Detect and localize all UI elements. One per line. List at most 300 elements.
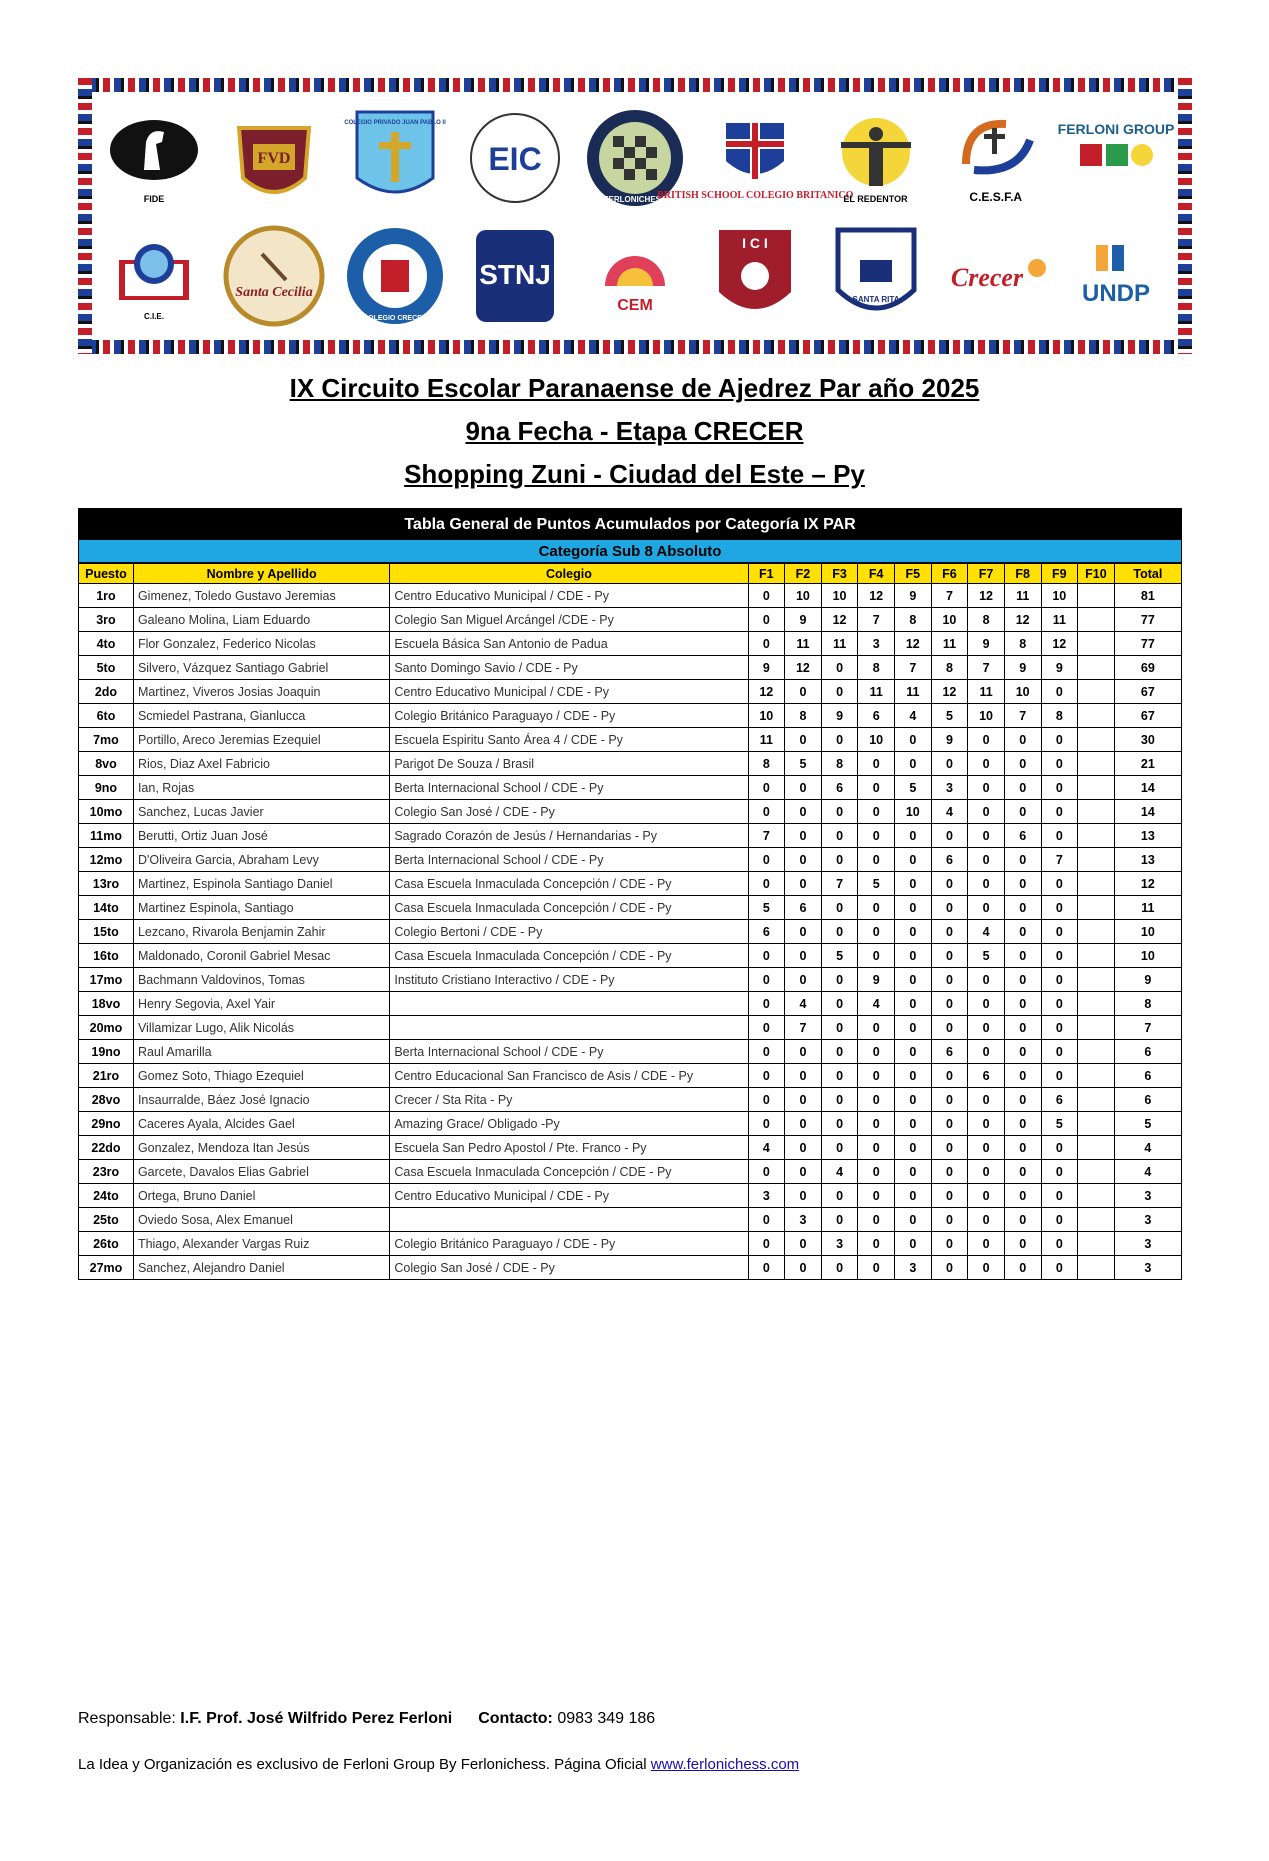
rank-cell: 3ro bbox=[79, 608, 134, 632]
round-score-cell: 0 bbox=[748, 968, 785, 992]
round-score-cell: 7 bbox=[968, 656, 1005, 680]
rank-cell: 22do bbox=[79, 1136, 134, 1160]
player-name-cell: Sanchez, Lucas Javier bbox=[133, 800, 389, 824]
round-score-cell: 0 bbox=[931, 944, 968, 968]
table-category: Categoría Sub 8 Absoluto bbox=[78, 540, 1182, 563]
eic-text: EIC bbox=[488, 141, 542, 177]
round-score-cell: 0 bbox=[931, 1184, 968, 1208]
round-score-cell: 0 bbox=[785, 800, 822, 824]
round-score-cell: 0 bbox=[931, 1112, 968, 1136]
round-score-cell: 8 bbox=[1004, 632, 1041, 656]
cem-text: CEM bbox=[617, 297, 653, 314]
school-cell: Centro Educativo Municipal / CDE - Py bbox=[390, 1184, 748, 1208]
round-score-cell: 0 bbox=[931, 1016, 968, 1040]
table-row bbox=[79, 1064, 1182, 1088]
round-score-cell bbox=[1078, 1064, 1115, 1088]
school-cell: Berta Internacional School / CDE - Py bbox=[390, 1040, 748, 1064]
total-cell: 3 bbox=[1114, 1184, 1181, 1208]
table-row bbox=[79, 800, 1182, 824]
table-row bbox=[79, 584, 1182, 608]
santa-cecilia-logo bbox=[222, 224, 326, 328]
round-score-cell: 0 bbox=[968, 896, 1005, 920]
table-row bbox=[79, 728, 1182, 752]
round-score-cell: 0 bbox=[1004, 1112, 1041, 1136]
round-score-cell: 4 bbox=[968, 920, 1005, 944]
round-score-cell: 0 bbox=[1004, 1016, 1041, 1040]
round-score-cell bbox=[1078, 776, 1115, 800]
banner-border-top bbox=[78, 78, 1192, 92]
round-score-cell: 7 bbox=[1041, 848, 1078, 872]
cie-logo bbox=[102, 224, 206, 328]
school-cell: Instituto Cristiano Interactivo / CDE - Py bbox=[390, 968, 748, 992]
round-score-cell: 0 bbox=[748, 944, 785, 968]
round-score-cell: 0 bbox=[748, 584, 785, 608]
banner-border-bottom bbox=[78, 340, 1192, 354]
column-header: Nombre y Apellido bbox=[133, 564, 389, 584]
round-score-cell: 0 bbox=[968, 776, 1005, 800]
round-score-cell: 6 bbox=[748, 920, 785, 944]
table-row bbox=[79, 1256, 1182, 1280]
player-name-cell: Ortega, Bruno Daniel bbox=[133, 1184, 389, 1208]
player-name-cell: Martinez, Viveros Josias Joaquin bbox=[133, 680, 389, 704]
document-title: IX Circuito Escolar Paranaense de Ajedrez Par año 2025 bbox=[289, 373, 980, 403]
column-header: F8 bbox=[1004, 564, 1041, 584]
round-score-cell: 9 bbox=[821, 704, 858, 728]
santa-rita-logo bbox=[824, 224, 928, 328]
total-cell: 12 bbox=[1114, 872, 1181, 896]
round-score-cell: 6 bbox=[931, 1040, 968, 1064]
round-score-cell: 0 bbox=[1004, 800, 1041, 824]
round-score-cell: 10 bbox=[785, 584, 822, 608]
rank-cell: 12mo bbox=[79, 848, 134, 872]
round-score-cell: 0 bbox=[821, 728, 858, 752]
round-score-cell: 0 bbox=[785, 1088, 822, 1112]
round-score-cell: 0 bbox=[858, 1160, 895, 1184]
round-score-cell: 0 bbox=[785, 848, 822, 872]
round-score-cell: 0 bbox=[821, 1136, 858, 1160]
banner-border-right bbox=[1178, 78, 1192, 354]
round-score-cell: 4 bbox=[858, 992, 895, 1016]
round-score-cell: 7 bbox=[821, 872, 858, 896]
ferloni-group-logo bbox=[1057, 106, 1175, 210]
column-header: F5 bbox=[895, 564, 932, 584]
cem-logo bbox=[583, 224, 687, 328]
sponsor-banner bbox=[78, 78, 1192, 354]
player-name-cell: Villamizar Lugo, Alik Nicolás bbox=[133, 1016, 389, 1040]
player-name-cell: Raul Amarilla bbox=[133, 1040, 389, 1064]
round-score-cell bbox=[1078, 1040, 1115, 1064]
round-score-cell: 12 bbox=[821, 608, 858, 632]
round-score-cell: 0 bbox=[748, 608, 785, 632]
cesfa-text: C.E.S.F.A bbox=[969, 190, 1023, 204]
round-score-cell: 9 bbox=[968, 632, 1005, 656]
round-score-cell: 0 bbox=[968, 992, 1005, 1016]
round-score-cell: 0 bbox=[895, 752, 932, 776]
round-score-cell: 0 bbox=[748, 632, 785, 656]
rank-cell: 4to bbox=[79, 632, 134, 656]
round-score-cell: 9 bbox=[1004, 656, 1041, 680]
round-score-cell: 0 bbox=[1041, 1256, 1078, 1280]
player-name-cell: Silvero, Vázquez Santiago Gabriel bbox=[133, 656, 389, 680]
round-score-cell: 9 bbox=[785, 608, 822, 632]
round-score-cell: 0 bbox=[748, 992, 785, 1016]
table-title: Tabla General de Puntos Acumulados por Categoría IX PAR bbox=[78, 508, 1182, 540]
table-row bbox=[79, 824, 1182, 848]
round-score-cell: 12 bbox=[785, 656, 822, 680]
round-score-cell: 4 bbox=[748, 1136, 785, 1160]
undp-text: UNDP bbox=[1081, 280, 1151, 307]
table-row bbox=[79, 1112, 1182, 1136]
round-score-cell: 11 bbox=[858, 680, 895, 704]
total-cell: 10 bbox=[1114, 944, 1181, 968]
round-score-cell: 12 bbox=[895, 632, 932, 656]
player-name-cell: Gomez Soto, Thiago Ezequiel bbox=[133, 1064, 389, 1088]
player-name-cell: Gimenez, Toledo Gustavo Jeremias bbox=[133, 584, 389, 608]
player-name-cell: Insaurralde, Báez José Ignacio bbox=[133, 1088, 389, 1112]
logo-row-2 bbox=[102, 220, 1168, 332]
round-score-cell: 0 bbox=[858, 1136, 895, 1160]
round-score-cell: 8 bbox=[895, 608, 932, 632]
school-cell bbox=[390, 1016, 748, 1040]
round-score-cell: 0 bbox=[748, 1112, 785, 1136]
round-score-cell: 0 bbox=[1041, 1232, 1078, 1256]
round-score-cell: 0 bbox=[821, 920, 858, 944]
total-cell: 3 bbox=[1114, 1256, 1181, 1280]
round-score-cell: 5 bbox=[748, 896, 785, 920]
round-score-cell: 12 bbox=[931, 680, 968, 704]
school-cell: Colegio San José / CDE - Py bbox=[390, 800, 748, 824]
round-score-cell: 10 bbox=[858, 728, 895, 752]
total-cell: 14 bbox=[1114, 776, 1181, 800]
round-score-cell bbox=[1078, 1088, 1115, 1112]
total-cell: 4 bbox=[1114, 1160, 1181, 1184]
round-score-cell: 6 bbox=[858, 704, 895, 728]
table-row bbox=[79, 920, 1182, 944]
round-score-cell bbox=[1078, 1256, 1115, 1280]
round-score-cell: 5 bbox=[968, 944, 1005, 968]
total-cell: 7 bbox=[1114, 1016, 1181, 1040]
round-score-cell: 0 bbox=[931, 896, 968, 920]
round-score-cell: 5 bbox=[1041, 1112, 1078, 1136]
crecer-integral-logo bbox=[944, 224, 1048, 328]
fvd-logo-text: FVD bbox=[257, 150, 291, 167]
round-score-cell bbox=[1078, 656, 1115, 680]
round-score-cell: 0 bbox=[748, 1064, 785, 1088]
round-score-cell: 0 bbox=[968, 1256, 1005, 1280]
rank-cell: 8vo bbox=[79, 752, 134, 776]
round-score-cell: 0 bbox=[968, 1232, 1005, 1256]
round-score-cell: 0 bbox=[968, 1112, 1005, 1136]
total-cell: 67 bbox=[1114, 680, 1181, 704]
round-score-cell: 0 bbox=[785, 944, 822, 968]
round-score-cell bbox=[1078, 1184, 1115, 1208]
round-score-cell: 10 bbox=[895, 800, 932, 824]
table-row bbox=[79, 1016, 1182, 1040]
school-cell: Crecer / Sta Rita - Py bbox=[390, 1088, 748, 1112]
player-name-cell: Lezcano, Rivarola Benjamin Zahir bbox=[133, 920, 389, 944]
rank-cell: 16to bbox=[79, 944, 134, 968]
column-header: Total bbox=[1114, 564, 1181, 584]
fide-logo-text: FIDE bbox=[143, 194, 165, 204]
table-row bbox=[79, 1040, 1182, 1064]
round-score-cell: 10 bbox=[821, 584, 858, 608]
total-cell: 4 bbox=[1114, 1136, 1181, 1160]
round-score-cell: 0 bbox=[858, 920, 895, 944]
round-score-cell: 0 bbox=[968, 872, 1005, 896]
total-cell: 14 bbox=[1114, 800, 1181, 824]
round-score-cell bbox=[1078, 680, 1115, 704]
round-score-cell: 8 bbox=[931, 656, 968, 680]
school-cell: Escuela San Pedro Apostol / Pte. Franco - Py bbox=[390, 1136, 748, 1160]
round-score-cell: 0 bbox=[895, 1136, 932, 1160]
round-score-cell: 0 bbox=[748, 1208, 785, 1232]
round-score-cell: 0 bbox=[821, 656, 858, 680]
table-row bbox=[79, 1232, 1182, 1256]
school-cell bbox=[390, 992, 748, 1016]
round-score-cell: 11 bbox=[748, 728, 785, 752]
round-score-cell: 7 bbox=[931, 584, 968, 608]
round-score-cell: 0 bbox=[895, 896, 932, 920]
round-score-cell: 0 bbox=[1004, 1160, 1041, 1184]
round-score-cell: 0 bbox=[895, 1184, 932, 1208]
official-site-link[interactable]: www.ferlonichess.com bbox=[650, 1756, 800, 1773]
round-score-cell: 0 bbox=[1041, 728, 1078, 752]
school-cell: Casa Escuela Inmaculada Concepción / CDE - Py bbox=[390, 944, 748, 968]
round-score-cell: 0 bbox=[1041, 968, 1078, 992]
round-score-cell: 0 bbox=[1004, 1088, 1041, 1112]
round-score-cell: 0 bbox=[1004, 992, 1041, 1016]
round-score-cell: 0 bbox=[748, 1088, 785, 1112]
player-name-cell: Berutti, Ortiz Juan José bbox=[133, 824, 389, 848]
round-score-cell: 0 bbox=[858, 896, 895, 920]
player-name-cell: Ian, Rojas bbox=[133, 776, 389, 800]
round-score-cell: 0 bbox=[968, 1040, 1005, 1064]
round-score-cell: 12 bbox=[748, 680, 785, 704]
round-score-cell: 0 bbox=[968, 1184, 1005, 1208]
column-header: F7 bbox=[968, 564, 1005, 584]
round-score-cell: 10 bbox=[968, 704, 1005, 728]
rank-cell: 25to bbox=[79, 1208, 134, 1232]
el-redentor-logo bbox=[824, 106, 928, 210]
british-school-text: BRITISH SCHOOL COLEGIO BRITANICO bbox=[657, 190, 854, 201]
round-score-cell: 0 bbox=[785, 1040, 822, 1064]
round-score-cell: 0 bbox=[821, 1016, 858, 1040]
rank-cell: 1ro bbox=[79, 584, 134, 608]
rank-cell: 18vo bbox=[79, 992, 134, 1016]
round-score-cell: 0 bbox=[858, 1088, 895, 1112]
round-score-cell: 0 bbox=[748, 848, 785, 872]
rank-cell: 17mo bbox=[79, 968, 134, 992]
round-score-cell: 0 bbox=[895, 872, 932, 896]
table-row bbox=[79, 680, 1182, 704]
round-score-cell: 8 bbox=[1041, 704, 1078, 728]
round-score-cell: 0 bbox=[858, 944, 895, 968]
total-cell: 67 bbox=[1114, 704, 1181, 728]
fvd-logo bbox=[222, 106, 326, 210]
rank-cell: 2do bbox=[79, 680, 134, 704]
round-score-cell: 3 bbox=[895, 1256, 932, 1280]
column-header: F10 bbox=[1078, 564, 1115, 584]
total-cell: 30 bbox=[1114, 728, 1181, 752]
el-redentor-text: EL REDENTOR bbox=[843, 194, 908, 204]
colegio-crecer-logo bbox=[343, 224, 447, 328]
table-row bbox=[79, 872, 1182, 896]
player-name-cell: Scmiedel Pastrana, Gianlucca bbox=[133, 704, 389, 728]
table-row bbox=[79, 968, 1182, 992]
total-cell: 6 bbox=[1114, 1088, 1181, 1112]
round-score-cell: 7 bbox=[748, 824, 785, 848]
round-score-cell: 3 bbox=[858, 632, 895, 656]
school-cell: Sagrado Corazón de Jesús / Hernandarias - Py bbox=[390, 824, 748, 848]
round-score-cell: 0 bbox=[821, 1184, 858, 1208]
player-name-cell: Garcete, Davalos Elias Gabriel bbox=[133, 1160, 389, 1184]
player-name-cell: Bachmann Valdovinos, Tomas bbox=[133, 968, 389, 992]
round-score-cell: 6 bbox=[968, 1064, 1005, 1088]
player-name-cell: Sanchez, Alejandro Daniel bbox=[133, 1256, 389, 1280]
round-score-cell: 4 bbox=[785, 992, 822, 1016]
round-score-cell: 0 bbox=[931, 992, 968, 1016]
round-score-cell: 4 bbox=[821, 1160, 858, 1184]
eic-logo bbox=[463, 106, 567, 210]
school-cell: Amazing Grace/ Obligado -Py bbox=[390, 1112, 748, 1136]
round-score-cell: 0 bbox=[821, 1088, 858, 1112]
round-score-cell bbox=[1078, 944, 1115, 968]
round-score-cell: 12 bbox=[1004, 608, 1041, 632]
round-score-cell: 9 bbox=[1041, 656, 1078, 680]
round-score-cell: 0 bbox=[931, 1256, 968, 1280]
round-score-cell: 11 bbox=[1004, 584, 1041, 608]
round-score-cell: 0 bbox=[1004, 968, 1041, 992]
round-score-cell: 0 bbox=[931, 1232, 968, 1256]
round-score-cell: 6 bbox=[1041, 1088, 1078, 1112]
round-score-cell: 0 bbox=[968, 1088, 1005, 1112]
player-name-cell: Gonzalez, Mendoza Itan Jesús bbox=[133, 1136, 389, 1160]
round-score-cell: 8 bbox=[968, 608, 1005, 632]
footer-responsible bbox=[78, 1710, 655, 1728]
total-cell: 13 bbox=[1114, 824, 1181, 848]
round-score-cell: 0 bbox=[895, 1160, 932, 1184]
round-score-cell: 0 bbox=[785, 1136, 822, 1160]
total-cell: 6 bbox=[1114, 1064, 1181, 1088]
round-score-cell bbox=[1078, 1232, 1115, 1256]
round-score-cell: 8 bbox=[821, 752, 858, 776]
round-score-cell: 0 bbox=[821, 1112, 858, 1136]
round-score-cell: 0 bbox=[748, 872, 785, 896]
column-header: F3 bbox=[821, 564, 858, 584]
organization-text: La Idea y Organización es exclusivo de Ferloni Group By Ferlonichess. Página Oficial bbox=[78, 1756, 651, 1773]
round-score-cell: 12 bbox=[1041, 632, 1078, 656]
round-score-cell: 0 bbox=[1004, 776, 1041, 800]
rank-cell: 11mo bbox=[79, 824, 134, 848]
round-score-cell: 0 bbox=[931, 1136, 968, 1160]
round-score-cell: 0 bbox=[785, 1256, 822, 1280]
round-score-cell: 0 bbox=[821, 968, 858, 992]
total-cell: 3 bbox=[1114, 1208, 1181, 1232]
total-cell: 77 bbox=[1114, 608, 1181, 632]
responsible-label: Responsable: bbox=[78, 1710, 181, 1727]
round-score-cell: 11 bbox=[968, 680, 1005, 704]
school-cell: Centro Educativo Municipal / CDE - Py bbox=[390, 584, 748, 608]
column-header: Colegio bbox=[390, 564, 748, 584]
round-score-cell: 0 bbox=[858, 1016, 895, 1040]
round-score-cell: 0 bbox=[968, 800, 1005, 824]
player-name-cell: Oviedo Sosa, Alex Emanuel bbox=[133, 1208, 389, 1232]
round-score-cell bbox=[1078, 752, 1115, 776]
total-cell: 21 bbox=[1114, 752, 1181, 776]
rank-cell: 23ro bbox=[79, 1160, 134, 1184]
stnj-logo bbox=[463, 224, 567, 328]
round-score-cell: 0 bbox=[821, 800, 858, 824]
round-score-cell: 0 bbox=[1041, 920, 1078, 944]
round-score-cell: 0 bbox=[821, 680, 858, 704]
fide-logo bbox=[102, 106, 206, 210]
round-score-cell: 0 bbox=[1004, 1040, 1041, 1064]
round-score-cell: 6 bbox=[931, 848, 968, 872]
document-location: Shopping Zuni - Ciudad del Este – Py bbox=[404, 459, 865, 489]
school-cell: Escuela Espiritu Santo Área 4 / CDE - Py bbox=[390, 728, 748, 752]
round-score-cell: 0 bbox=[1041, 944, 1078, 968]
round-score-cell: 7 bbox=[1004, 704, 1041, 728]
banner-border-left bbox=[78, 78, 92, 354]
round-score-cell: 0 bbox=[931, 1064, 968, 1088]
round-score-cell: 0 bbox=[785, 920, 822, 944]
round-score-cell: 6 bbox=[821, 776, 858, 800]
round-score-cell: 0 bbox=[858, 800, 895, 824]
total-cell: 81 bbox=[1114, 584, 1181, 608]
total-cell: 3 bbox=[1114, 1232, 1181, 1256]
rank-cell: 9no bbox=[79, 776, 134, 800]
round-score-cell: 0 bbox=[1041, 1040, 1078, 1064]
school-cell: Berta Internacional School / CDE - Py bbox=[390, 776, 748, 800]
rank-cell: 10mo bbox=[79, 800, 134, 824]
round-score-cell: 0 bbox=[1041, 776, 1078, 800]
round-score-cell: 0 bbox=[748, 1040, 785, 1064]
santa-rita-text: SANTA RITA bbox=[852, 295, 899, 304]
round-score-cell: 0 bbox=[1041, 1208, 1078, 1232]
column-header: F6 bbox=[931, 564, 968, 584]
round-score-cell: 0 bbox=[931, 872, 968, 896]
document-subtitle: 9na Fecha - Etapa CRECER bbox=[465, 416, 804, 446]
round-score-cell bbox=[1078, 1208, 1115, 1232]
round-score-cell: 0 bbox=[785, 1160, 822, 1184]
round-score-cell: 0 bbox=[1004, 920, 1041, 944]
round-score-cell: 0 bbox=[968, 1160, 1005, 1184]
school-cell: Santo Domingo Savio / CDE - Py bbox=[390, 656, 748, 680]
round-score-cell bbox=[1078, 728, 1115, 752]
column-header: F9 bbox=[1041, 564, 1078, 584]
player-name-cell: Caceres Ayala, Alcides Gael bbox=[133, 1112, 389, 1136]
round-score-cell: 0 bbox=[1041, 752, 1078, 776]
round-score-cell: 5 bbox=[931, 704, 968, 728]
school-cell: Parigot De Souza / Brasil bbox=[390, 752, 748, 776]
total-cell: 77 bbox=[1114, 632, 1181, 656]
rank-cell: 15to bbox=[79, 920, 134, 944]
round-score-cell: 3 bbox=[931, 776, 968, 800]
table-row bbox=[79, 1088, 1182, 1112]
responsible-name: I.F. Prof. José Wilfrido Perez Ferloni bbox=[180, 1710, 453, 1727]
round-score-cell: 0 bbox=[785, 776, 822, 800]
round-score-cell: 11 bbox=[821, 632, 858, 656]
round-score-cell: 0 bbox=[895, 1088, 932, 1112]
round-score-cell: 6 bbox=[1004, 824, 1041, 848]
round-score-cell: 0 bbox=[1004, 728, 1041, 752]
round-score-cell: 0 bbox=[1004, 1136, 1041, 1160]
round-score-cell bbox=[1078, 872, 1115, 896]
round-score-cell: 0 bbox=[968, 1208, 1005, 1232]
round-score-cell: 0 bbox=[785, 1064, 822, 1088]
school-cell: Casa Escuela Inmaculada Concepción / CDE - Py bbox=[390, 1160, 748, 1184]
round-score-cell: 0 bbox=[785, 872, 822, 896]
